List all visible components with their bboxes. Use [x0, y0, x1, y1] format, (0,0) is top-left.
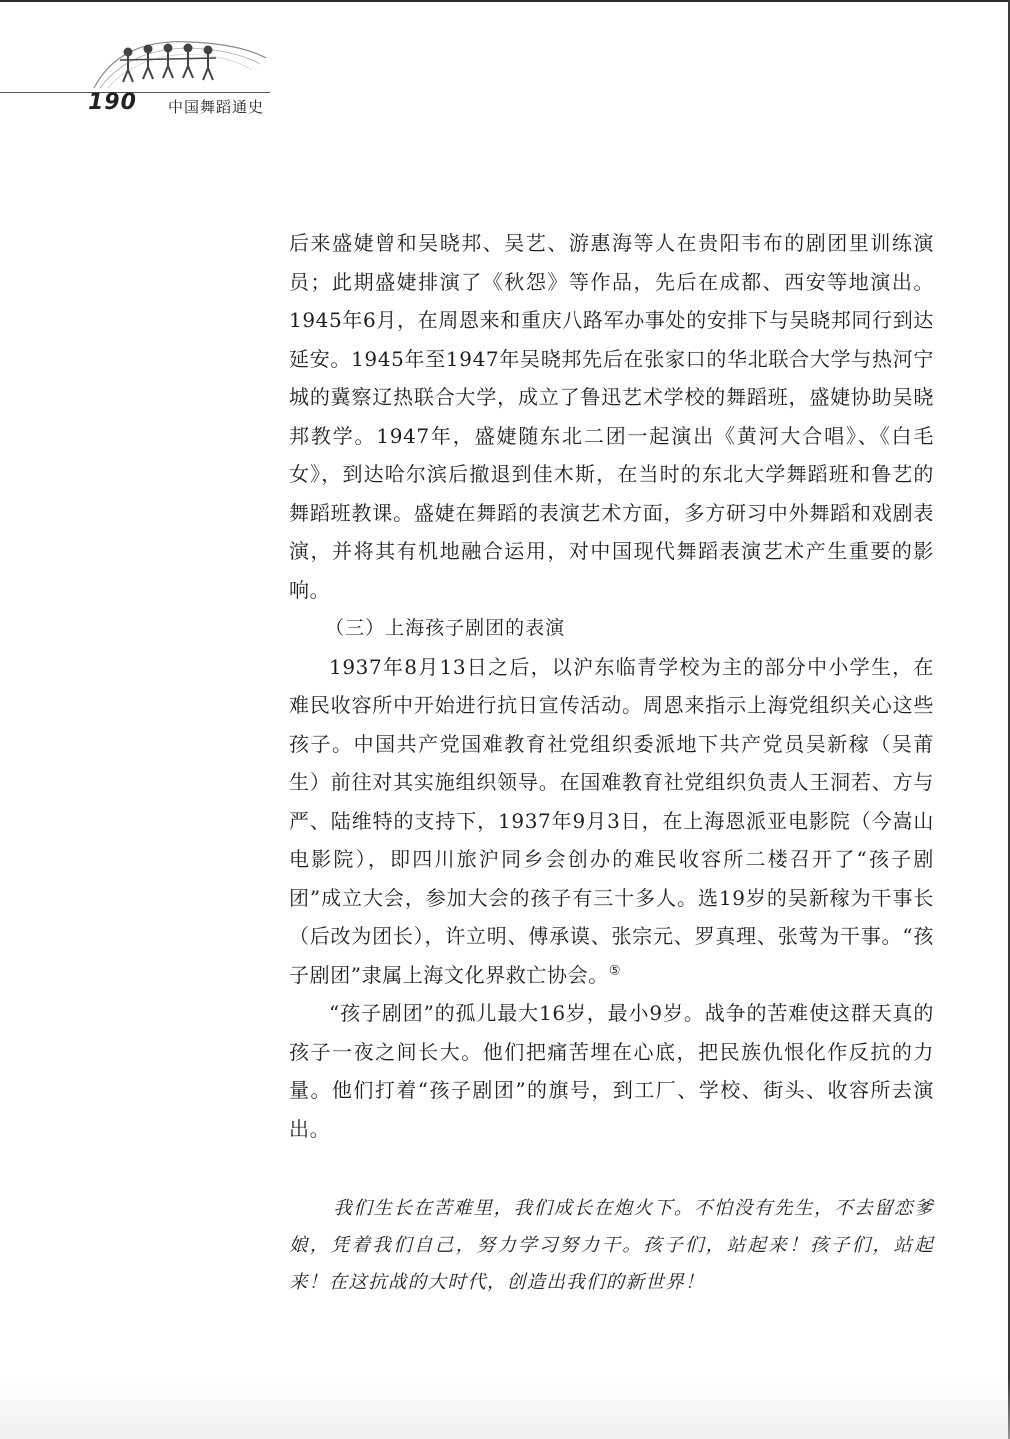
page-top-border [0, 0, 1010, 2]
paragraph-1: 后来盛婕曾和吴晓邦、吴艺、游惠海等人在贵阳韦布的剧团里训练演员；此期盛婕排演了《秋怨》等作品，先后在成都、西安等地演出。1945年6月，在周恩来和重庆八路军办事处的安排下与吴晓邦同行到达延安。1945年至1947年吴晓邦先后在张家口的华北联合大学与热河宁城的冀察辽热联合大学，成立了鲁迅艺术学校的舞蹈班，盛婕协助吴晓邦教学。1947年，盛婕随东北二团一起演出《黄河大合唱》、《白毛女》，到达哈尔滨后撤退到佳木斯，在当时的东北大学舞蹈班和鲁艺的舞蹈班教课。盛婕在舞蹈的表演艺术方面，多方研习中外舞蹈和戏剧表演，并将其有机地融合运用，对中国现代舞蹈表演艺术产生重要的影响。 [289, 231, 934, 602]
dancing-figures-logo-icon [90, 36, 270, 96]
section-heading: （三）上海孩子剧团的表演 [325, 617, 566, 639]
main-text [289, 224, 934, 1148]
song-quote-text: 我们生长在苦难里，我们成长在炮火下。不怕没有先生，不去留恋爹娘，凭着我们自己，努力学习努力干。孩子们，站起来！孩子们，站起来！在这抗战的大时代，创造出我们的新世界！ [289, 1198, 934, 1293]
song-quote [289, 1190, 934, 1301]
book-title: 中国舞蹈通史 [168, 98, 265, 116]
running-header [0, 30, 1010, 120]
paragraph-2 [289, 648, 934, 995]
page-number: 190 [88, 90, 137, 115]
footnote-mark: ⑤ [608, 962, 622, 978]
paragraph-3: “孩子剧团”的孤儿最大16岁，最小9岁。战争的苦难使这群天真的孩子一夜之间长大。他们把痛苦埋在心底，把民族仇恨化作反抗的力量。他们打着“孩子剧团”的旗号，到工厂、学校、街头、收容所去演出。 [289, 1001, 934, 1141]
paragraph-2-text: 1937年8月13日之后，以沪东临青学校为主的部分中小学生，在难民收容所中开始进行抗日宣传活动。周恩来指示上海党组织关心这些孩子。中国共产党国难教育社党组织委派地下共产党员吴新稼（吴莆生）前往对其实施组织领导。在国难教育社党组织负责人王洞若、方与严、陆维特的支持下，1937年9月3日，在上海恩派亚电影院（今嵩山电影院），即四川旅沪同乡会创办的难民收容所二楼召开了“孩子剧团”成立大会，参加大会的孩子有三十多人。选19岁的吴新稼为干事长（后改为团长），许立明、傅承谟、张宗元、罗真理、张莺为干事。“孩子剧团”隶属上海文化界救亡协会。 [289, 654, 934, 987]
page-bottom-shadow [0, 1379, 1010, 1439]
